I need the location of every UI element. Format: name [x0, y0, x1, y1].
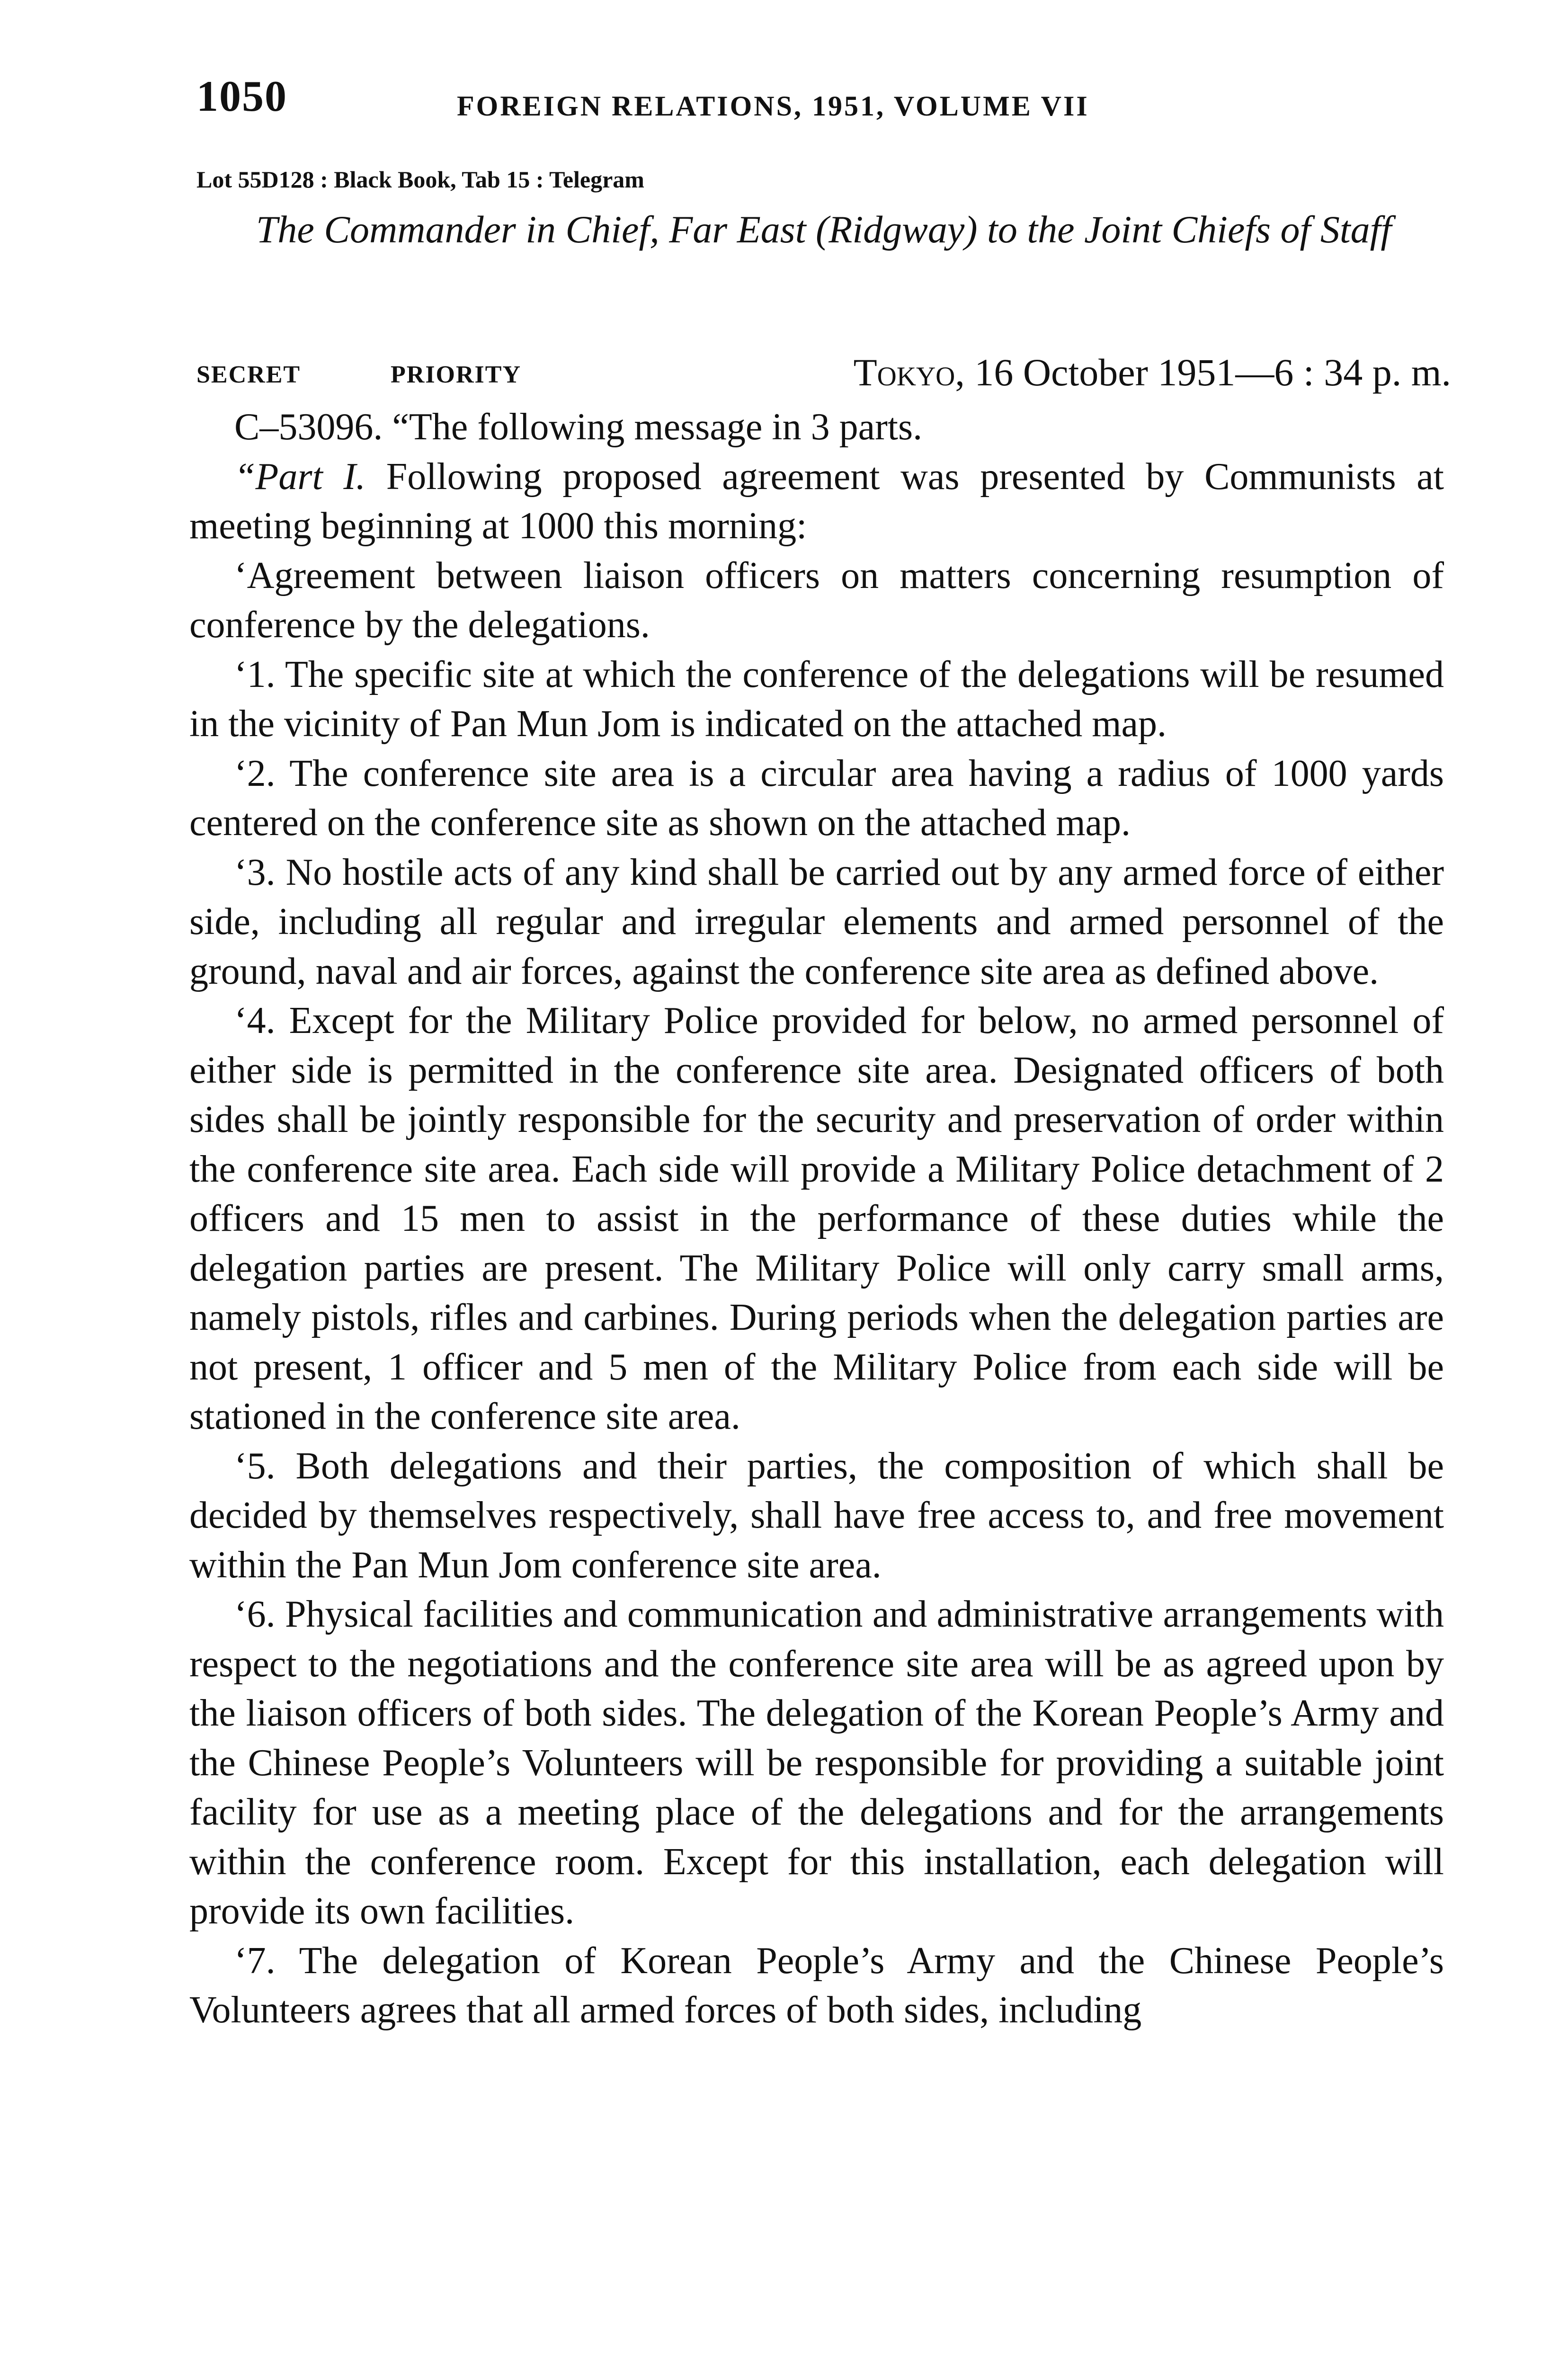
paragraph-text: Following proposed agreement was presented by Communists at meeting beginning at 1000 this morning:	[189, 455, 1444, 547]
body-paragraph	[189, 402, 1444, 452]
body-paragraph	[189, 650, 1444, 749]
body-paragraph	[189, 1936, 1444, 2035]
paragraph-text: ‘7. The delegation of Korean People’s Army and the Chinese People’s Volunteers agrees that all armed forces of both sides, including	[189, 1940, 1444, 2031]
body-paragraph	[189, 1442, 1444, 1590]
paragraph-text: ‘6. Physical facilities and communication and administrative arrangements with respect to the negotiations and the conference site area will be as agreed upon by the liaison officers of both sides. The delegation of the Korean People’s Army and the Chinese People’s Volunteers will be responsible for providing a suitable joint facility for use as a meeting place of the delegations and for the arrangements within the conference room. Except for this installation, each delegation will provide its own facilities.	[189, 1593, 1444, 1932]
paragraph-lead-in: “Part I.	[234, 455, 366, 498]
body-paragraph	[189, 452, 1444, 551]
dateline-date-time: , 16 October 1951—6 : 34 p. m.	[955, 351, 1451, 394]
paragraph-text: ‘1. The specific site at which the conference of the delegations will be resumed in the vicinity of Pan Mun Jom is indicated on the attached map.	[189, 653, 1444, 745]
running-title: FOREIGN RELATIONS, 1951, VOLUME VII	[457, 90, 1089, 122]
paragraph-text: C–53096. “The following message in 3 parts.	[234, 406, 923, 448]
telegram-header	[196, 350, 1451, 402]
body-paragraph	[189, 749, 1444, 848]
paragraph-text: ‘Agreement between liaison officers on matters concerning resumption of conference by the delegations.	[189, 554, 1444, 646]
running-head	[196, 71, 1451, 133]
body-paragraph	[189, 1590, 1444, 1936]
precedence-label: PRIORITY	[391, 361, 522, 388]
paragraph-text: ‘5. Both delegations and their parties, the composition of which shall be decided by themselves respectively, shall have free access to, and free movement within the Pan Mun Jom conference site area.	[189, 1445, 1444, 1586]
body-paragraph	[189, 996, 1444, 1442]
source-line: Lot 55D128 : Black Book, Tab 15 : Telegram	[196, 166, 644, 193]
body-paragraph	[189, 551, 1444, 650]
telegram-body	[189, 402, 1444, 2035]
page-number: 1050	[196, 72, 287, 120]
dateline	[854, 350, 1451, 395]
dateline-place: Tokyo	[853, 351, 955, 394]
paragraph-text: ‘2. The conference site area is a circular area having a radius of 1000 yards centered on the conference site as shown on the attached map.	[189, 752, 1444, 844]
paragraph-text: ‘3. No hostile acts of any kind shall be carried out by any armed force of either side, including all regular and irregular elements and armed personnel of the ground, naval and air forces, against the conference site area as defined above.	[189, 851, 1444, 992]
classification-label: SECRET	[196, 361, 301, 388]
body-paragraph	[189, 848, 1444, 997]
document-title: The Commander in Chief, Far East (Ridgway) to the Joint Chiefs of Staff	[256, 208, 1392, 251]
paragraph-text: ‘4. Except for the Military Police provided for below, no armed personnel of either side is permitted in the conference site area. Designated officers of both sides shall be jointly responsible for the security and preservation of order within the conference site area. Each side will provide a Military Police detachment of 2 officers and 15 men to assist in the performance of these duties while the delegation parties are present. The Military Police will only carry small arms, namely pistols, rifles and carbines. During periods when the delegation parties are not present, 1 officer and 5 men of the Military Police from each side will be stationed in the conference site area.	[189, 1000, 1444, 1437]
